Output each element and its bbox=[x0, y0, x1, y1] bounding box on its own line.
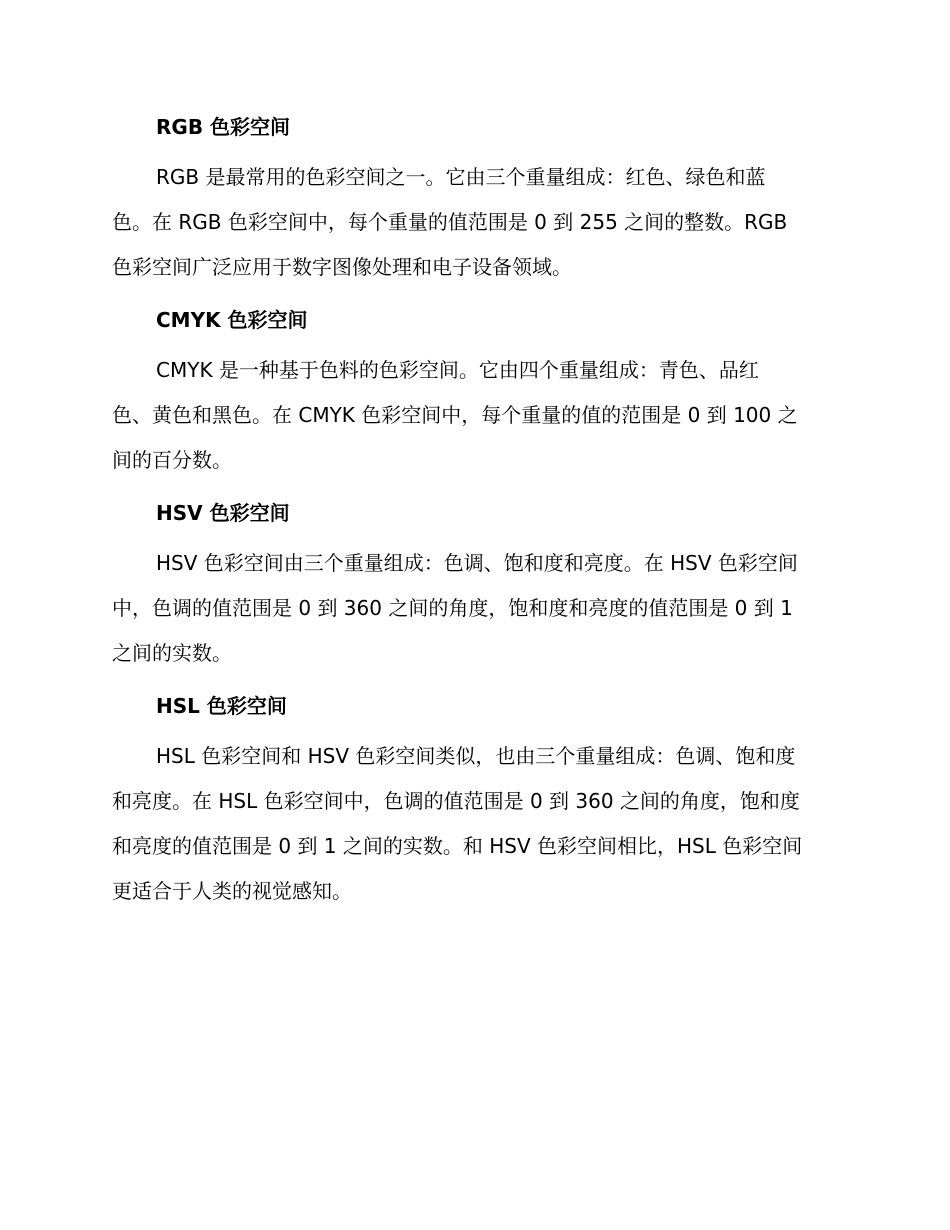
section-paragraph bbox=[112, 541, 838, 676]
section-hsl bbox=[112, 691, 838, 914]
paragraph-line: 色。在 RGB 色彩空间中，每个重量的值范围是 0 到 255 之间的整数。RGB bbox=[112, 210, 788, 234]
paragraph-line: 间的百分数。 bbox=[112, 448, 232, 472]
paragraph-line: 和亮度的值范围是 0 到 1 之间的实数。和 HSV 色彩空间相比，HSL 色彩空间 bbox=[112, 834, 803, 858]
paragraph-line: HSL 色彩空间和 HSV 色彩空间类似，也由三个重量组成：色调、饱和度 bbox=[156, 744, 796, 768]
section-heading: CMYK 色彩空间 bbox=[156, 308, 308, 332]
section-paragraph bbox=[112, 348, 838, 483]
paragraph-line: 色、黄色和黑色。在 CMYK 色彩空间中，每个重量的值的范围是 0 到 100 之 bbox=[112, 403, 798, 427]
section-heading: RGB 色彩空间 bbox=[156, 115, 291, 139]
section-cmyk bbox=[112, 305, 838, 483]
paragraph-line: HSV 色彩空间由三个重量组成：色调、饱和度和亮度。在 HSV 色彩空间 bbox=[156, 551, 798, 575]
paragraph-line: 更适合于人类的视觉感知。 bbox=[112, 879, 352, 903]
section-paragraph bbox=[112, 734, 838, 914]
section-hsv bbox=[112, 498, 838, 676]
paragraph-line: 色彩空间广泛应用于数字图像处理和电子设备领域。 bbox=[112, 255, 572, 279]
section-paragraph bbox=[112, 155, 838, 290]
section-heading: HSV 色彩空间 bbox=[156, 501, 290, 525]
paragraph-line: RGB 是最常用的色彩空间之一。它由三个重量组成：红色、绿色和蓝 bbox=[156, 165, 766, 189]
paragraph-line: 和亮度。在 HSL 色彩空间中，色调的值范围是 0 到 360 之间的角度，饱和度 bbox=[112, 789, 800, 813]
paragraph-line: CMYK 是一种基于色料的色彩空间。它由四个重量组成：青色、品红 bbox=[156, 358, 759, 382]
section-heading: HSL 色彩空间 bbox=[156, 694, 287, 718]
paragraph-line: 之间的实数。 bbox=[112, 641, 232, 665]
paragraph-line: 中，色调的值范围是 0 到 360 之间的角度，饱和度和亮度的值范围是 0 到 1 bbox=[112, 596, 793, 620]
section-rgb bbox=[112, 112, 838, 290]
